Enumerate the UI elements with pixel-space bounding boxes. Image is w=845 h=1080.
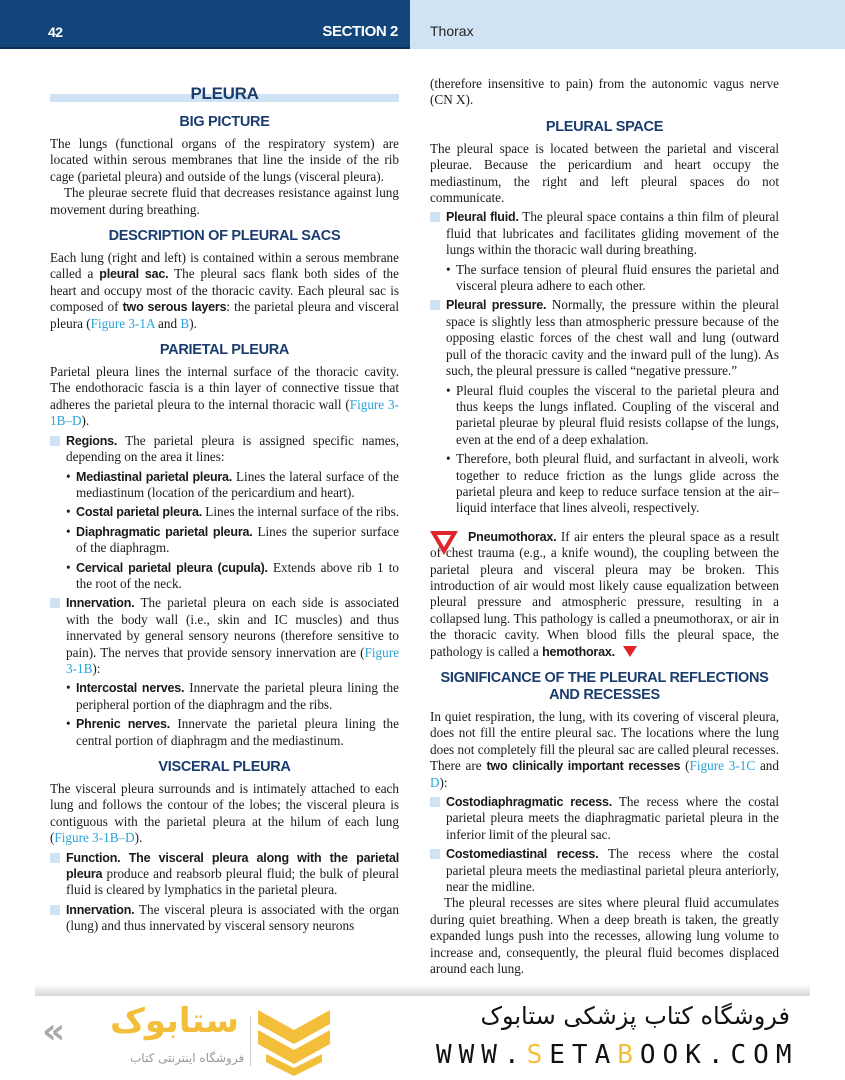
bullet-item [50,716,399,749]
right-column [430,76,779,978]
section-heading [430,670,779,704]
text-run: AND RECESSES [549,687,660,703]
text-run: The pleural sacs flank both sides of the heart and occupy most of the thoracic cavity. Each pleural sac is composed of [50,266,399,315]
paragraph [430,895,779,977]
text-run: ). [189,315,197,331]
text-run: The pleural recesses are sites where pleural fluid accumulates during quiet breathing. When a deep breath is taken, the greatly expanded lungs push into the recesses, allowing lung volume to increase and, consequently, the pleural fluid becomes displaced around each lung. [430,895,779,977]
text-run: ): [439,774,448,790]
text-run: PARIETAL PLEURA [159,342,290,359]
square-bullet-item [430,846,779,895]
section-heading [50,228,399,245]
section-heading [430,119,779,136]
figure-link[interactable]: Figure 3-1A [90,315,155,331]
bullet-item [430,451,779,517]
text-run: SIGNIFICANCE OF THE PLEURAL REFLECTIONS [440,670,769,686]
paragraph [50,781,399,847]
text-run: The parietal pleura on each side is associated with the body wall (i.e., skin and IC muscles) and thus innervated by general sensory neurons (therefore sensitive to pain). The nerves that provide sensory innervation are ( [66,595,399,660]
bold-term: Costomediastinal recess. [446,847,599,862]
section-heading [50,114,399,131]
bold-term: Pleural pressure. [446,298,547,313]
text-run: Innervate the parietal pleura lining the peripheral portion of the diaphragm and the ribs. [76,680,399,712]
paragraph [50,185,399,218]
url-part: ETA [549,1040,618,1070]
figure-link[interactable]: Figure 3-1B–D [54,830,135,846]
url-part: B [617,1040,640,1070]
clinical-alert-icon [430,531,458,555]
logo-chevrons-icon: « [42,1011,60,1052]
bold-term: Costodiaphragmatic recess. [446,795,613,810]
text-run: The recess where the costal parietal pleura meets the mediastinal parietal pleura anteriorly, near the midline. [446,846,779,895]
section-title [50,84,399,104]
text-run: The visceral pleura surrounds and is intimately attached to each lung and follows the contour of the lobes; the visceral pleura is contiguous with the parietal pleura at the hilum of each lung ( [50,781,399,846]
clinical-end-icon [623,646,637,657]
bold-term: pleural sac. [99,267,169,282]
store-url[interactable] [436,1042,798,1068]
text-run: In quiet respiration, the lung, with its covering of visceral pleura, does not fill the entire pleural sac. The locations where the lung does not completely fill the pleural sac are called pleural recesses. There are [430,709,779,774]
bullet-item [430,383,779,449]
bold-term: two clinically important recesses [486,759,681,774]
page-number: 42 [48,24,63,40]
section-heading [50,342,399,359]
text-run: ). [81,413,90,429]
figure-link[interactable]: Figure 3-1B–D [50,396,400,429]
text-run: VISCERAL PLEURA [158,759,291,775]
subject-label: Thorax [430,23,474,39]
square-bullet-item [50,595,399,677]
bold-term: Innervation. [66,902,135,917]
square-bullet-item [430,794,779,843]
square-bullet-item [50,850,399,899]
logo-subtitle: فروشگاه اینترنتی کتاب [130,1051,245,1065]
bullet-item [50,560,399,593]
header-section-band [0,0,410,49]
text-run: Therefore, both pleural fluid, and surfactant in alveoli, work together to reduce friction as the lungs glide across the parietal pleura and keep to reduce surface tension at the air–liquid interface that lines alveoli, respectively. [456,451,779,516]
url-part: OOK.COM [639,1040,799,1070]
store-name: فروشگاه کتاب پزشکی ستابوک [480,1002,790,1030]
text-run: PLEURAL SPACE [545,118,664,135]
bold-term: Mediastinal parietal pleura. [76,469,233,484]
bold-term: Cervical parietal pleura (cupula). [76,560,268,575]
bullet-item [50,504,399,520]
text-run: The surface tension of pleural fluid ensures the parietal and visceral pleura adhere to each other. [456,261,779,294]
text-run: DESCRIPTION OF PLEURAL SACS [108,228,341,245]
text-run: The lungs (functional organs of the respiratory system) are located within serous membranes that line the inside of the rib cage (parietal pleura) and outside of the lungs (visceral pleura). [50,136,399,184]
logo-text: ستابوک [110,1001,239,1041]
text-run: The visceral pleura is associated with the organ (lung) and thus innervated by visceral sensory neurons [66,901,399,934]
bullet-item [430,262,779,295]
bold-term: two serous layers [122,300,227,315]
text-run: Normally, the pressure within the pleural space is slightly less than atmospheric pressure because of the opposing elastic forces of the chest wall and lung (outward pull of the thoracic cavity and the inward pull of the lung). As such, the pleural pressure is called “negative pressure.” [446,297,779,379]
text-run: (therefore insensitive to pain) from the autonomic vagus nerve (CN X). [430,76,779,108]
bold-term: Phrenic nerves. [76,717,171,732]
bold-term: hemothorax. [542,644,615,659]
section-heading [50,759,399,776]
text-run: produce and reabsorb pleural fluid; the bulk of pleural fluid is cleared by lymphatics in the parietal pleura. [66,866,399,898]
figure-link[interactable]: B [180,315,190,331]
text-run: ): [92,660,101,676]
paragraph [50,364,399,430]
watermark-banner [0,996,845,1080]
logo-divider [250,1016,251,1066]
text-run: and [154,315,181,331]
text-run: Extends above rib 1 to the root of the neck. [76,559,399,591]
bold-term: Intercostal nerves. [76,681,185,696]
square-bullet-item [50,902,399,935]
text-run: The parietal pleura is assigned specific names, depending on the area it lines: [66,432,399,465]
text-run: : the parietal pleura and visceral pleura ( [50,299,399,331]
brand-chevron-icon [258,1010,330,1076]
bold-term: Costal parietal pleura. [76,505,202,520]
text-run: ( [680,758,690,774]
bullet-item [50,469,399,502]
paragraph [430,141,779,207]
square-bullet-item [430,209,779,258]
figure-link[interactable]: Figure 3-1B [66,644,399,676]
bold-term: Pneumothorax. [468,529,557,544]
bold-term: Regions. [66,433,118,448]
text-run: The recess where the costal parietal pleura meets the diaphragmatic parietal pleura in the inferior limit of the pleural sac. [446,794,779,842]
text-run: ). [134,830,143,846]
bold-term: Diaphragmatic parietal pleura. [76,524,253,539]
figure-link[interactable]: D [430,774,440,790]
text-run: Parietal pleura lines the internal surface of the thoracic cavity. The endothoracic fascia is a thin layer of connective tissue that adheres the parietal pleura to the internal thoracic wall ( [50,364,399,412]
bold-term: Function. The visceral pleura along with the parietal pleura [66,850,399,882]
paragraph [430,709,779,791]
square-bullet-item [430,297,779,379]
paragraph [50,136,399,185]
text-run: Each lung (right and left) is contained within a serous membrane called a [50,250,399,282]
bold-term: Pleural fluid. [446,210,519,225]
section-label: SECTION 2 [322,23,398,40]
text-run: The pleural space is located between the parietal and visceral pleurae. Because the pericardium and heart occupy the mediastinum, the right and left pleural spaces do not communicate. [430,140,779,206]
text-run: Pleural fluid couples the visceral to the parietal pleura and thus keeps the lungs inflated. Coupling of the visceral and parietal pleurae by pleural fluid resists collapse of the lungs, even at the end of a deep exhalation. [456,382,779,447]
bold-term: Innervation. [66,596,135,611]
text-run: Lines the internal surface of the ribs. [202,504,400,520]
text-run: Lines the lateral surface of the mediastinum (location of the pericardium and heart). [76,468,399,500]
text-run: PLEURA [190,84,259,103]
paragraph [430,76,779,109]
figure-link[interactable]: Figure 3-1C [689,758,756,774]
text-run: BIG PICTURE [179,114,270,130]
text-run: and [755,758,779,774]
bullet-item [50,680,399,713]
text-run: Innervate the parietal pleura lining the central portion of diaphragm and the mediastinum. [76,716,399,748]
left-column [50,76,399,935]
paragraph [50,250,399,332]
page-bottom-shadow [35,984,810,996]
text-run: The pleural space contains a thin film of pleural fluid that lubricates and facilitates gliding movement of the lungs within the thoracic wall during breathing. [446,209,779,258]
url-part: S [526,1040,550,1070]
clinical-note [430,529,779,660]
text-run: The pleurae secrete fluid that decreases resistance against lung movement during breathing. [50,185,399,217]
square-bullet-item [50,433,399,466]
url-part: WWW. [436,1040,527,1070]
text-run: Lines the superior surface of the diaphragm. [76,523,399,556]
header-subject-band [410,0,845,49]
page-header [0,0,845,49]
bullet-item [50,524,399,557]
text-run: If air enters the pleural space as a result of chest trauma (e.g., a knife wound), the coupling between the parietal pleura and visceral pleura may be broken. This introduction of air would most likely cause equalization between pleural pressure and atmospheric pressure, resulting in a collapsed lung. This pathology is called a pneumothorax, or air in the thoracic cavity. When blood fills the pleural space, the pathology is called a [430,528,779,659]
